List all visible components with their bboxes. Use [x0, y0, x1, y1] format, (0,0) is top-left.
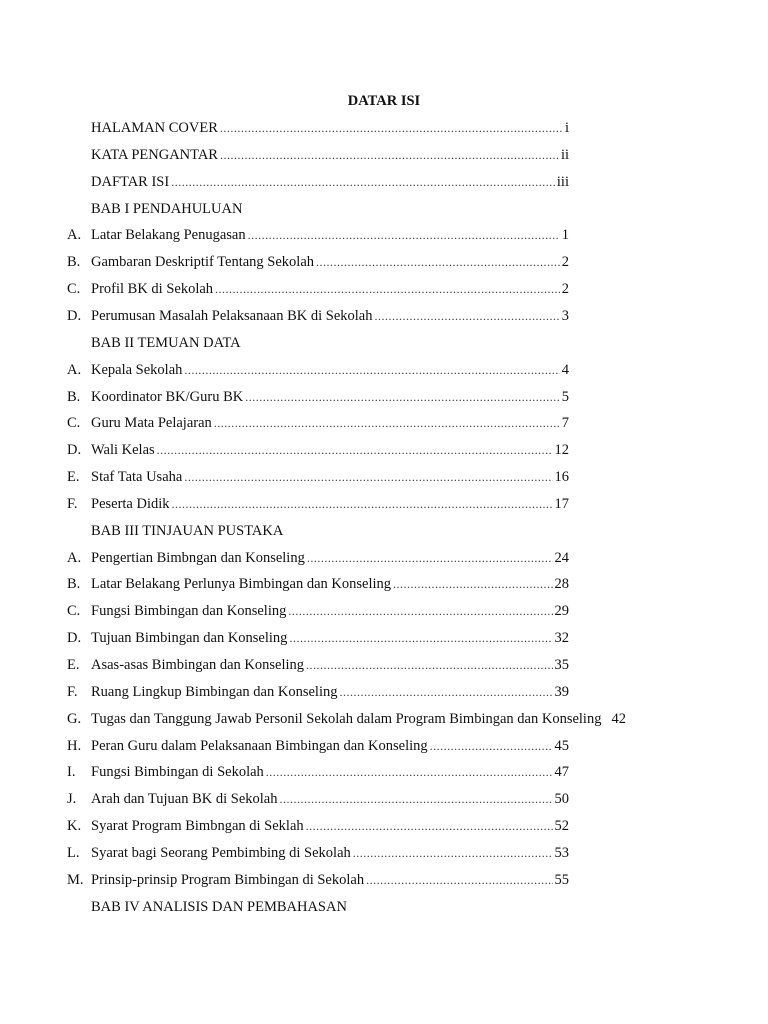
- toc-leader-dots: [171, 172, 555, 192]
- toc-entry[interactable]: [91, 360, 569, 380]
- toc-leader-dots: [307, 548, 553, 568]
- chapter-heading[interactable]: BAB III TINJAUAN PUSTAKA: [91, 522, 284, 539]
- toc-item-letter: A.: [67, 549, 82, 566]
- toc-entry-label: Perumusan Masalah Pelaksanaan BK di Sekolah: [91, 307, 373, 324]
- toc-entry[interactable]: [91, 279, 569, 299]
- toc-row: [0, 762, 768, 782]
- toc-entry-label: Latar Belakang Perlunya Bimbingan dan Konseling: [91, 576, 391, 593]
- toc-entry-label: Fungsi Bimbingan dan Konseling: [91, 603, 287, 620]
- toc-entry[interactable]: [91, 736, 569, 756]
- toc-item-letter: C.: [67, 281, 81, 298]
- toc-item-letter: E.: [67, 657, 80, 673]
- toc-leader-dots: [220, 118, 563, 138]
- toc-page-number: 2: [561, 254, 569, 271]
- toc-item-letter: G.: [67, 710, 82, 727]
- toc-item-letter: K.: [67, 818, 82, 835]
- toc-page-number: 45: [554, 737, 569, 754]
- toc-item-letter: H.: [67, 737, 82, 754]
- toc-entry[interactable]: [91, 601, 569, 621]
- toc-leader-dots: [316, 252, 560, 272]
- toc-page-number: 53: [554, 844, 569, 861]
- toc-page-number: i: [564, 120, 569, 136]
- toc-entry-label: Tujuan Bimbingan dan Konseling: [91, 630, 288, 647]
- toc-row-front: [0, 145, 768, 165]
- toc-page-number: iii: [556, 173, 569, 190]
- toc-item-letter: D.: [67, 630, 82, 647]
- toc-page-number: 16: [554, 469, 569, 486]
- toc-row: [0, 843, 768, 863]
- toc-page-number: 5: [561, 388, 569, 405]
- toc-page-number: 3: [561, 307, 569, 324]
- toc-page-number: 39: [554, 683, 569, 700]
- toc-row: [0, 360, 768, 380]
- toc-entry-label: Fungsi Bimbingan di Sekolah: [91, 764, 264, 781]
- toc-item-letter: D.: [67, 307, 82, 324]
- toc-entry-label: Ruang Lingkup Bimbingan dan Konseling: [91, 683, 338, 700]
- toc-entry-label: Pengertian Bimbngan dan Konseling: [91, 549, 305, 566]
- toc-item-letter: B.: [67, 388, 81, 405]
- toc-page-number: 2: [561, 281, 569, 298]
- toc-chapter-row: [0, 199, 768, 219]
- toc-page-number: 52: [554, 818, 569, 835]
- toc-row: [0, 628, 768, 648]
- toc-entry-label: Gambaran Deskriptif Tentang Sekolah: [91, 254, 315, 271]
- toc-leader-dots: [172, 494, 553, 514]
- toc-row: [0, 440, 768, 460]
- toc-leader-dots: [353, 843, 553, 863]
- toc-entry[interactable]: [91, 145, 569, 165]
- toc-page-number: 28: [554, 576, 569, 593]
- toc-row: [0, 413, 768, 433]
- toc-row: [0, 655, 768, 675]
- toc-leader-dots: [374, 306, 559, 326]
- toc-chapter-row: [0, 897, 768, 917]
- toc-leader-dots: [430, 736, 553, 756]
- toc-leader-dots: [245, 387, 560, 407]
- toc-leader-dots: [279, 789, 552, 809]
- toc-page-number: 32: [554, 630, 569, 647]
- toc-item-letter: I.: [67, 764, 76, 781]
- toc-entry-label: Peran Guru dalam Pelaksanaan Bimbingan dan Konseling: [91, 737, 428, 754]
- toc-chapter-row: [0, 333, 768, 353]
- toc-entry[interactable]: [91, 655, 569, 675]
- toc-entry[interactable]: [91, 225, 569, 245]
- toc-entry[interactable]: [91, 548, 569, 568]
- toc-entry[interactable]: [91, 413, 569, 433]
- toc-leader-dots: [215, 279, 560, 299]
- toc-page-number: ii: [560, 146, 569, 163]
- toc-entry-label: Syarat Program Bimbngan di Seklah: [91, 818, 304, 835]
- toc-item-letter: E.: [67, 469, 80, 486]
- toc-page-number: 4: [561, 361, 569, 378]
- toc-entry[interactable]: [91, 870, 569, 890]
- toc-row: [0, 252, 768, 272]
- toc-leader-dots: [339, 682, 552, 702]
- toc-entry-label: DAFTAR ISI: [91, 173, 170, 190]
- toc-row: [0, 279, 768, 299]
- toc-row: [0, 225, 768, 245]
- toc-entry[interactable]: [91, 440, 569, 460]
- toc-page-number: 12: [554, 442, 569, 459]
- toc-entry-label: Prinsip-prinsip Program Bimbingan di Sekolah: [91, 871, 365, 888]
- toc-entry-label: Asas-asas Bimbingan dan Konseling: [91, 657, 305, 673]
- toc-leader-dots: [157, 440, 553, 460]
- toc-entry-label: Kepala Sekolah: [91, 361, 183, 378]
- toc-row-front: [0, 172, 768, 192]
- toc-row: [0, 736, 768, 756]
- toc-entry-label: Koordinator BK/Guru BK: [91, 388, 244, 405]
- toc-entry-label: HALAMAN COVER: [91, 120, 218, 136]
- toc-entry[interactable]: [91, 306, 569, 326]
- toc-item-letter: A.: [67, 361, 82, 378]
- toc-item-letter: J.: [67, 791, 77, 808]
- toc-entry[interactable]: [91, 789, 569, 809]
- toc-entry[interactable]: [91, 574, 569, 594]
- toc-entry-label: Arah dan Tujuan BK di Sekolah: [91, 791, 278, 808]
- toc-entry-label: Latar Belakang Penugasan: [91, 227, 246, 244]
- toc-entry[interactable]: [91, 467, 569, 487]
- toc-page-number: 42: [611, 710, 626, 727]
- toc-page-number: 35: [554, 657, 569, 673]
- toc-entry[interactable]: [91, 843, 569, 863]
- toc-page-number: 24: [554, 549, 569, 566]
- toc-entry-label: Guru Mata Pelajaran: [91, 415, 212, 432]
- toc-leader-dots: [248, 225, 560, 245]
- toc-item-letter: A.: [67, 227, 82, 244]
- toc-page-number: 17: [554, 495, 569, 512]
- toc-item-letter: B.: [67, 254, 81, 271]
- toc-row: [0, 816, 768, 836]
- toc-leader-dots: [306, 655, 552, 675]
- toc-item-letter: D.: [67, 442, 82, 459]
- document-title: DATAR ISI: [347, 93, 421, 109]
- toc-row: [0, 682, 768, 702]
- toc-item-letter: B.: [67, 576, 81, 593]
- toc-entry[interactable]: [91, 387, 569, 407]
- toc-entry-label: Wali Kelas: [91, 442, 155, 459]
- toc-chapter-row: [0, 521, 768, 541]
- toc-page-number: 47: [554, 764, 569, 781]
- toc-entry[interactable]: [91, 628, 569, 648]
- toc-page-number: 29: [554, 603, 569, 620]
- toc-leader-dots: [220, 145, 559, 165]
- toc-leader-dots: [289, 628, 552, 648]
- toc-page-number: 50: [554, 791, 569, 808]
- toc-row: [0, 601, 768, 621]
- toc-leader-dots: [306, 816, 553, 836]
- toc-leader-dots: [366, 870, 552, 890]
- toc-row: [0, 548, 768, 568]
- toc-entry-label: Syarat bagi Seorang Pembimbing di Sekolah: [91, 844, 351, 861]
- toc-row-front: [0, 118, 768, 138]
- toc-page-number: 55: [554, 871, 569, 888]
- toc-item-letter: L.: [67, 844, 80, 861]
- toc-leader-dots: [393, 574, 553, 594]
- toc-leader-dots: [288, 601, 552, 621]
- toc-page-number: 7: [561, 415, 569, 432]
- toc-leader-dots: [266, 762, 553, 782]
- toc-leader-dots: [214, 413, 560, 433]
- toc-row: [0, 709, 768, 729]
- toc-item-letter: C.: [67, 603, 81, 620]
- toc-leader-dots: [184, 467, 552, 487]
- toc-row: [0, 574, 768, 594]
- toc-row: [0, 467, 768, 487]
- toc-item-letter: F.: [67, 683, 78, 700]
- toc-entry[interactable]: [91, 118, 569, 138]
- toc-entry[interactable]: [91, 709, 661, 729]
- toc-entry-label: Tugas dan Tanggung Jawab Personil Sekolah dalam Program Bimbingan dan Konseling: [91, 710, 602, 727]
- chapter-heading[interactable]: BAB IV ANALISIS DAN PEMBAHASAN: [91, 898, 347, 915]
- toc-entry-label: Peserta Didik: [91, 495, 170, 512]
- toc-row: [0, 870, 768, 890]
- toc-leader-dots: [184, 360, 559, 380]
- toc-row: [0, 494, 768, 514]
- toc-entry[interactable]: [91, 682, 569, 702]
- toc-entry[interactable]: [91, 494, 569, 514]
- chapter-heading[interactable]: BAB I PENDAHULUAN: [91, 200, 243, 217]
- toc-entry-label: KATA PENGANTAR: [91, 146, 218, 163]
- toc-entry-label: Staf Tata Usaha: [91, 469, 183, 486]
- toc-entry[interactable]: [91, 252, 569, 272]
- toc-entry-label: Profil BK di Sekolah: [91, 281, 214, 298]
- toc-item-letter: F.: [67, 495, 78, 512]
- toc-entry[interactable]: [91, 172, 569, 192]
- toc-row: [0, 306, 768, 326]
- chapter-heading[interactable]: BAB II TEMUAN DATA: [91, 334, 241, 351]
- toc-entry[interactable]: [91, 762, 569, 782]
- toc-item-letter: C.: [67, 415, 81, 432]
- toc-entry[interactable]: [91, 816, 569, 836]
- toc-item-letter: M.: [67, 871, 84, 888]
- toc-row: [0, 387, 768, 407]
- toc-row: [0, 789, 768, 809]
- toc-page-number: 1: [561, 227, 569, 244]
